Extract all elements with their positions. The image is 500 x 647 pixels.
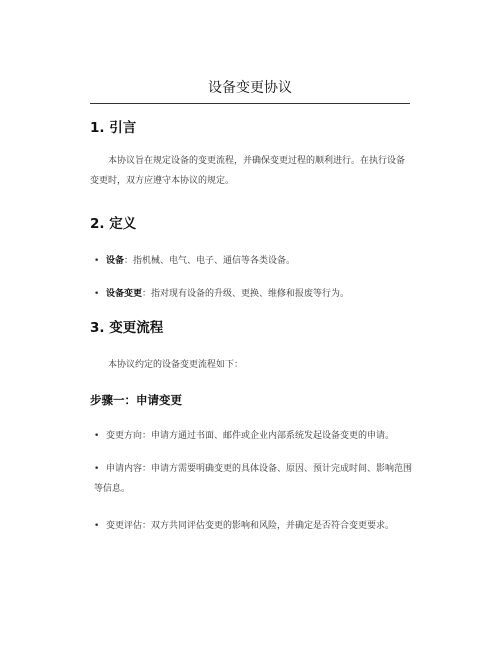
process-intro: 本协议约定的设备变更流程如下：: [108, 360, 244, 370]
bullet-icon: •: [94, 464, 100, 474]
definition-term: 设备变更: [106, 289, 143, 299]
list-item: [94, 284, 412, 304]
list-item: [94, 459, 412, 499]
step-item-text: 变更方向：申请方通过书面、邮件或企业内部系统发起设备变更的申请。: [106, 431, 395, 441]
definition-text: ：指对现有设备的升级、更换、维修和报废等行为。: [142, 289, 350, 299]
list-item: [94, 516, 412, 536]
step-item-text: 变更评估：双方共同评估变更的影响和风险，并确定是否符合变更要求。: [106, 521, 395, 531]
list-item: [94, 251, 412, 271]
section-heading-intro: 1. 引言: [90, 120, 137, 136]
bullet-icon: •: [94, 521, 100, 531]
bullet-icon: •: [94, 431, 100, 441]
intro-paragraph: 本协议旨在规定设备的变更流程，并确保变更过程的顺利进行。在执行设备变更时，双方应遵守本协议的规定。: [90, 156, 406, 186]
step-heading: 步骤一：申请变更: [90, 393, 182, 407]
title-divider: [90, 103, 410, 104]
definition-text: ：指机械、电气、电子、通信等各类设备。: [124, 256, 296, 266]
bullet-icon: •: [94, 289, 100, 299]
document-title: 设备变更协议: [208, 80, 292, 96]
bullet-icon: •: [94, 256, 100, 266]
definition-term: 设备: [106, 256, 125, 266]
list-item: [94, 426, 412, 446]
section-heading-process: 3. 变更流程: [90, 320, 164, 336]
section-heading-definitions: 2. 定义: [90, 216, 137, 232]
step-item-text: 申请内容：申请方需要明确变更的具体设备、原因、预计完成时间、影响范围等信息。: [94, 464, 413, 494]
